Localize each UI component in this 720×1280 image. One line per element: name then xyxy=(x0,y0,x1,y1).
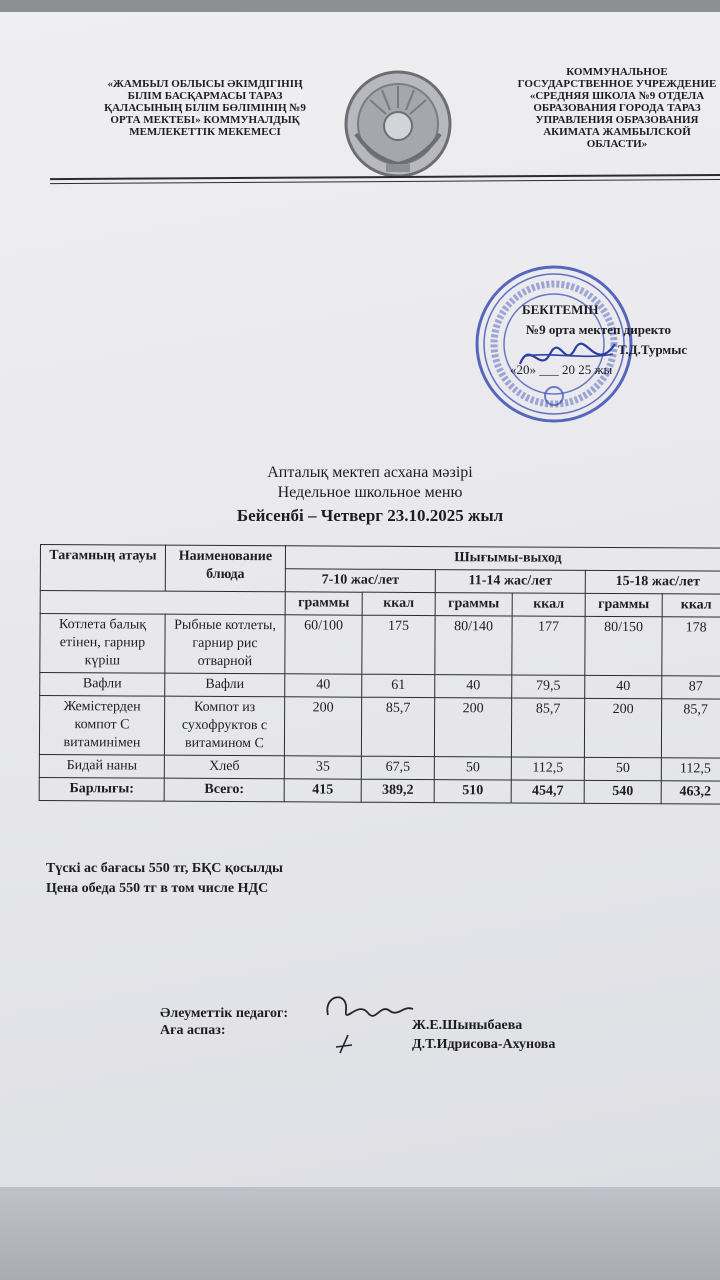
approval-position: №9 орта мектеп директо xyxy=(526,322,671,337)
role-social-pedagogue: Әлеуметтік педагог: xyxy=(160,1006,289,1021)
header-left-line: ОРТА МЕКТЕБІ» КОММУНАЛДЫҚ xyxy=(110,114,300,126)
total-label-kazakh: Барлығы: xyxy=(39,777,164,801)
name-head-cook: Д.Т.Идрисова-Ахунова xyxy=(412,1037,556,1052)
header-left-line: БІЛІМ БАСҚАРМАСЫ ТАРАЗ xyxy=(127,90,283,102)
dish-name-kazakh: Котлета балық етінен, гарнир күріш xyxy=(40,614,165,674)
table-cell: 175 xyxy=(362,615,435,674)
menu-table xyxy=(39,544,720,805)
state-emblem-icon xyxy=(342,68,454,180)
table-cell: 61 xyxy=(362,674,435,697)
dish-name-russian: Компот из сухофруктов с витамином С xyxy=(164,696,284,756)
table-cell: 80/140 xyxy=(435,616,512,675)
table-cell: 200 xyxy=(584,698,661,757)
table-row xyxy=(40,614,720,677)
total-label-russian: Всего: xyxy=(164,778,284,802)
dish-name-russian: Рыбные котлеты, гарнир рис отварной xyxy=(165,614,285,674)
unit-header: ккал xyxy=(362,592,435,615)
age-group-header: 11-14 жас/лет xyxy=(435,570,585,594)
unit-header: граммы xyxy=(285,592,362,615)
table-row xyxy=(39,696,720,759)
table-cell: 112,5 xyxy=(661,758,720,781)
table-cell: 40 xyxy=(285,674,362,697)
header-left-line: «ЖАМБЫЛ ОБЛЫСЫ ӘКІМДІГІНІҢ xyxy=(107,78,303,90)
header-right-line: ОБРАЗОВАНИЯ ГОРОДА ТАРАЗ xyxy=(533,102,701,114)
approval-title: БЕКІТЕМІН xyxy=(522,302,599,317)
table-cell: 35 xyxy=(284,756,361,779)
dish-name-russian: Вафли xyxy=(165,673,285,697)
table-surface xyxy=(0,1187,720,1280)
header-left-kazakh xyxy=(70,78,340,138)
column-header-output: Шығымы-выход xyxy=(285,546,720,571)
unit-header: ккал xyxy=(512,593,585,616)
approval-name: Т.Д.Турмыс xyxy=(618,342,688,357)
table-cell: 177 xyxy=(512,616,585,675)
unit-header: граммы xyxy=(585,593,662,616)
dish-name-russian: Хлеб xyxy=(164,755,284,779)
table-cell: 85,7 xyxy=(511,698,584,757)
column-header-kazakh: Тағамның атауы xyxy=(40,545,165,592)
header-left-line: ҚАЛАСЫНЫҢ БІЛІМ БӨЛІМІНІҢ №9 xyxy=(104,102,306,114)
table-cell: 50 xyxy=(434,757,511,780)
price-russian: Цена обеда 550 тг в том числе НДС xyxy=(46,881,269,896)
name-social-pedagogue: Ж.Е.Шыныбаева xyxy=(412,1018,523,1033)
table-cell: 178 xyxy=(662,617,720,676)
table-cell: 50 xyxy=(584,757,661,780)
header-left-line: МЕМЛЕКЕТТІК МЕКЕМЕСІ xyxy=(129,126,281,138)
table-total-row xyxy=(39,777,720,804)
lunch-price xyxy=(46,859,283,899)
menu-title-russian: Недельное школьное меню xyxy=(277,484,463,501)
dish-name-kazakh: Бидай наны xyxy=(39,754,164,778)
table-cell: 85,7 xyxy=(361,697,434,756)
total-cell: 540 xyxy=(584,780,661,803)
total-cell: 389,2 xyxy=(361,779,434,802)
header-right-line: КОММУНАЛЬНОЕ xyxy=(566,66,668,78)
table-cell: 40 xyxy=(435,675,512,698)
age-group-header: 7-10 жас/лет xyxy=(285,569,435,593)
age-group-header: 15-18 жас/лет xyxy=(585,570,720,594)
approval-date: «20» ___ 20 25 жы xyxy=(510,362,613,377)
empty-cell xyxy=(40,591,285,615)
header-right-line: УПРАВЛЕНИЯ ОБРАЗОВАНИЯ xyxy=(535,114,699,126)
total-cell: 454,7 xyxy=(511,780,584,803)
header-right-line: ГОСУДАРСТВЕННОЕ УЧРЕЖДЕНИЕ xyxy=(517,78,717,90)
table-cell: 200 xyxy=(284,697,361,756)
header-right-line: «СРЕДНЯЯ ШКОЛА №9 ОТДЕЛА xyxy=(529,90,705,102)
table-header-row xyxy=(40,545,720,572)
table-cell: 67,5 xyxy=(361,756,434,779)
dish-name-kazakh: Вафли xyxy=(40,673,165,697)
dish-name-kazakh: Жемістерден компот С витаминімен xyxy=(39,696,164,756)
staff-names xyxy=(412,1016,555,1054)
table-cell: 60/100 xyxy=(285,615,362,674)
table-cell: 112,5 xyxy=(511,757,584,780)
header-right-russian xyxy=(492,66,720,150)
price-kazakh: Түскі ас бағасы 550 тг, БҚС қосылды xyxy=(46,861,283,876)
total-cell: 463,2 xyxy=(661,781,720,804)
table-cell: 80/150 xyxy=(585,616,662,675)
table-cell: 85,7 xyxy=(661,699,720,758)
director-signature-icon xyxy=(515,334,620,379)
table-cell: 87 xyxy=(662,676,720,699)
total-cell: 415 xyxy=(284,779,361,802)
menu-title-kazakh: Апталық мектеп асхана мәзірі xyxy=(267,464,473,481)
unit-header: ккал xyxy=(662,594,720,617)
table-cell: 200 xyxy=(434,698,511,757)
table-cell: 79,5 xyxy=(512,675,585,698)
header-right-line: ОБЛАСТИ» xyxy=(586,138,648,150)
staff-roles xyxy=(160,1005,288,1039)
total-cell: 510 xyxy=(434,780,511,803)
staff-signature-icon xyxy=(318,985,418,1060)
table-cell: 40 xyxy=(585,675,662,698)
role-head-cook: Аға аспаз: xyxy=(160,1023,226,1038)
unit-header: граммы xyxy=(435,593,512,616)
menu-date-title: Бейсенбі – Четверг 23.10.2025 жыл xyxy=(236,506,504,525)
column-header-russian: Наименование блюда xyxy=(165,545,285,592)
header-right-line: АКИМАТА ЖАМБЫЛСКОЙ xyxy=(543,126,691,138)
